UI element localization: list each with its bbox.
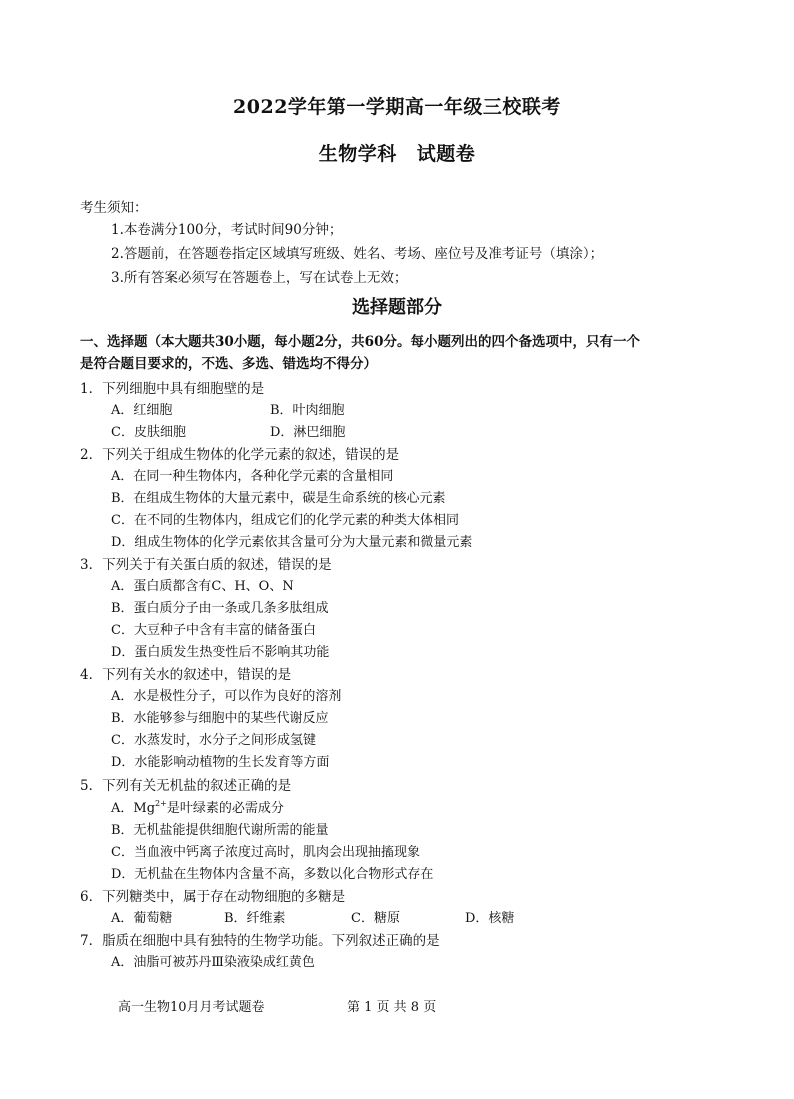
notice-item: 2.答题前，在答题卷指定区域填写班级、姓名、考场、座位号及准考证号（填涂）； [111,246,604,262]
option: B．无机盐能提供细胞代谢所需的能量 [111,823,329,838]
subject-label: 生物学科 [318,143,397,165]
page-number: 第 1 页 共 8 页 [347,1000,437,1015]
option: B．水能够参与细胞中的某些代谢反应 [111,711,329,726]
option: C．水蒸发时，水分子之间形成氢键 [111,733,316,748]
option: A．油脂可被苏丹Ⅲ染液染成红黄色 [111,955,315,970]
question-stem: 6．下列糖类中，属于存在动物细胞的多糖是 [80,889,346,905]
option: D．核糖 [465,911,515,926]
option [111,797,284,816]
option: B．蛋白质分子由一条或几条多肽组成 [111,601,329,616]
option: B．在组成生物体的大量元素中，碳是生命系统的核心元素 [111,491,446,506]
option: D．无机盐在生物体内含量不高，多数以化合物形式存在 [111,867,434,882]
option: C．皮肤细胞 [111,425,186,440]
option: A．水是极性分子，可以作为良好的溶剂 [111,689,342,704]
instruction-line: 一、选择题（本大题共30小题，每小题2分，共60分。每小题列出的四个备选项中，只有一个 [80,334,640,350]
question-stem: 2．下列关于组成生物体的化学元素的叙述，错误的是 [80,447,400,463]
paper-label: 试题卷 [416,143,476,165]
question-stem: 7．脂质在细胞中具有独特的生物学功能。下列叙述正确的是 [80,933,440,949]
option-prefix: A．Mg [111,801,156,816]
footer-title: 高一生物10月月考试题卷 [118,1000,265,1015]
section-title: 选择题部分 [352,297,442,318]
option: D．组成生物体的化学元素依其含量可分为大量元素和微量元素 [111,535,473,550]
section-instruction [80,331,720,375]
option: D．水能影响动植物的生长发育等方面 [111,755,330,770]
option: D．淋巴细胞 [270,425,346,440]
option: B．纤维素 [224,911,286,926]
notice-heading: 考生须知： [80,200,148,216]
notice-item: 1.本卷满分100分，考试时间90分钟； [111,222,343,238]
exam-title: 2022学年第一学期高一年级三校联考 [233,96,561,118]
option: B．叶肉细胞 [270,403,345,418]
option: C．大豆种子中含有丰富的储备蛋白 [111,623,316,638]
option: C．糖原 [351,911,400,926]
notice-item: 3.所有答案必须写在答题卷上，写在试卷上无效； [111,270,408,286]
question-stem: 4．下列有关水的叙述中，错误的是 [80,667,292,683]
ion-charge: 2+ [155,799,167,808]
question-stem: 5．下列有关无机盐的叙述正确的是 [80,778,292,794]
question-stem: 1．下列细胞中具有细胞壁的是 [80,381,265,397]
option: A．红细胞 [111,403,173,418]
option: A．在同一种生物体内，各种化学元素的含量相同 [111,469,394,484]
exam-subtitle [0,139,794,166]
option: C．在不同的生物体内，组成它们的化学元素的种类大体相同 [111,513,459,528]
option: D．蛋白质发生热变性后不影响其功能 [111,645,330,660]
option: A．葡萄糖 [111,911,173,926]
option-rest: 是叶绿素的必需成分 [166,801,284,816]
option: A．蛋白质都含有C、H、O、N [111,579,294,594]
option: C．当血液中钙离子浓度过高时，肌肉会出现抽搐现象 [111,845,420,860]
question-stem: 3．下列关于有关蛋白质的叙述，错误的是 [80,557,332,573]
instruction-line: 是符合题目要求的，不选、多选、错选均不得分） [80,356,377,372]
